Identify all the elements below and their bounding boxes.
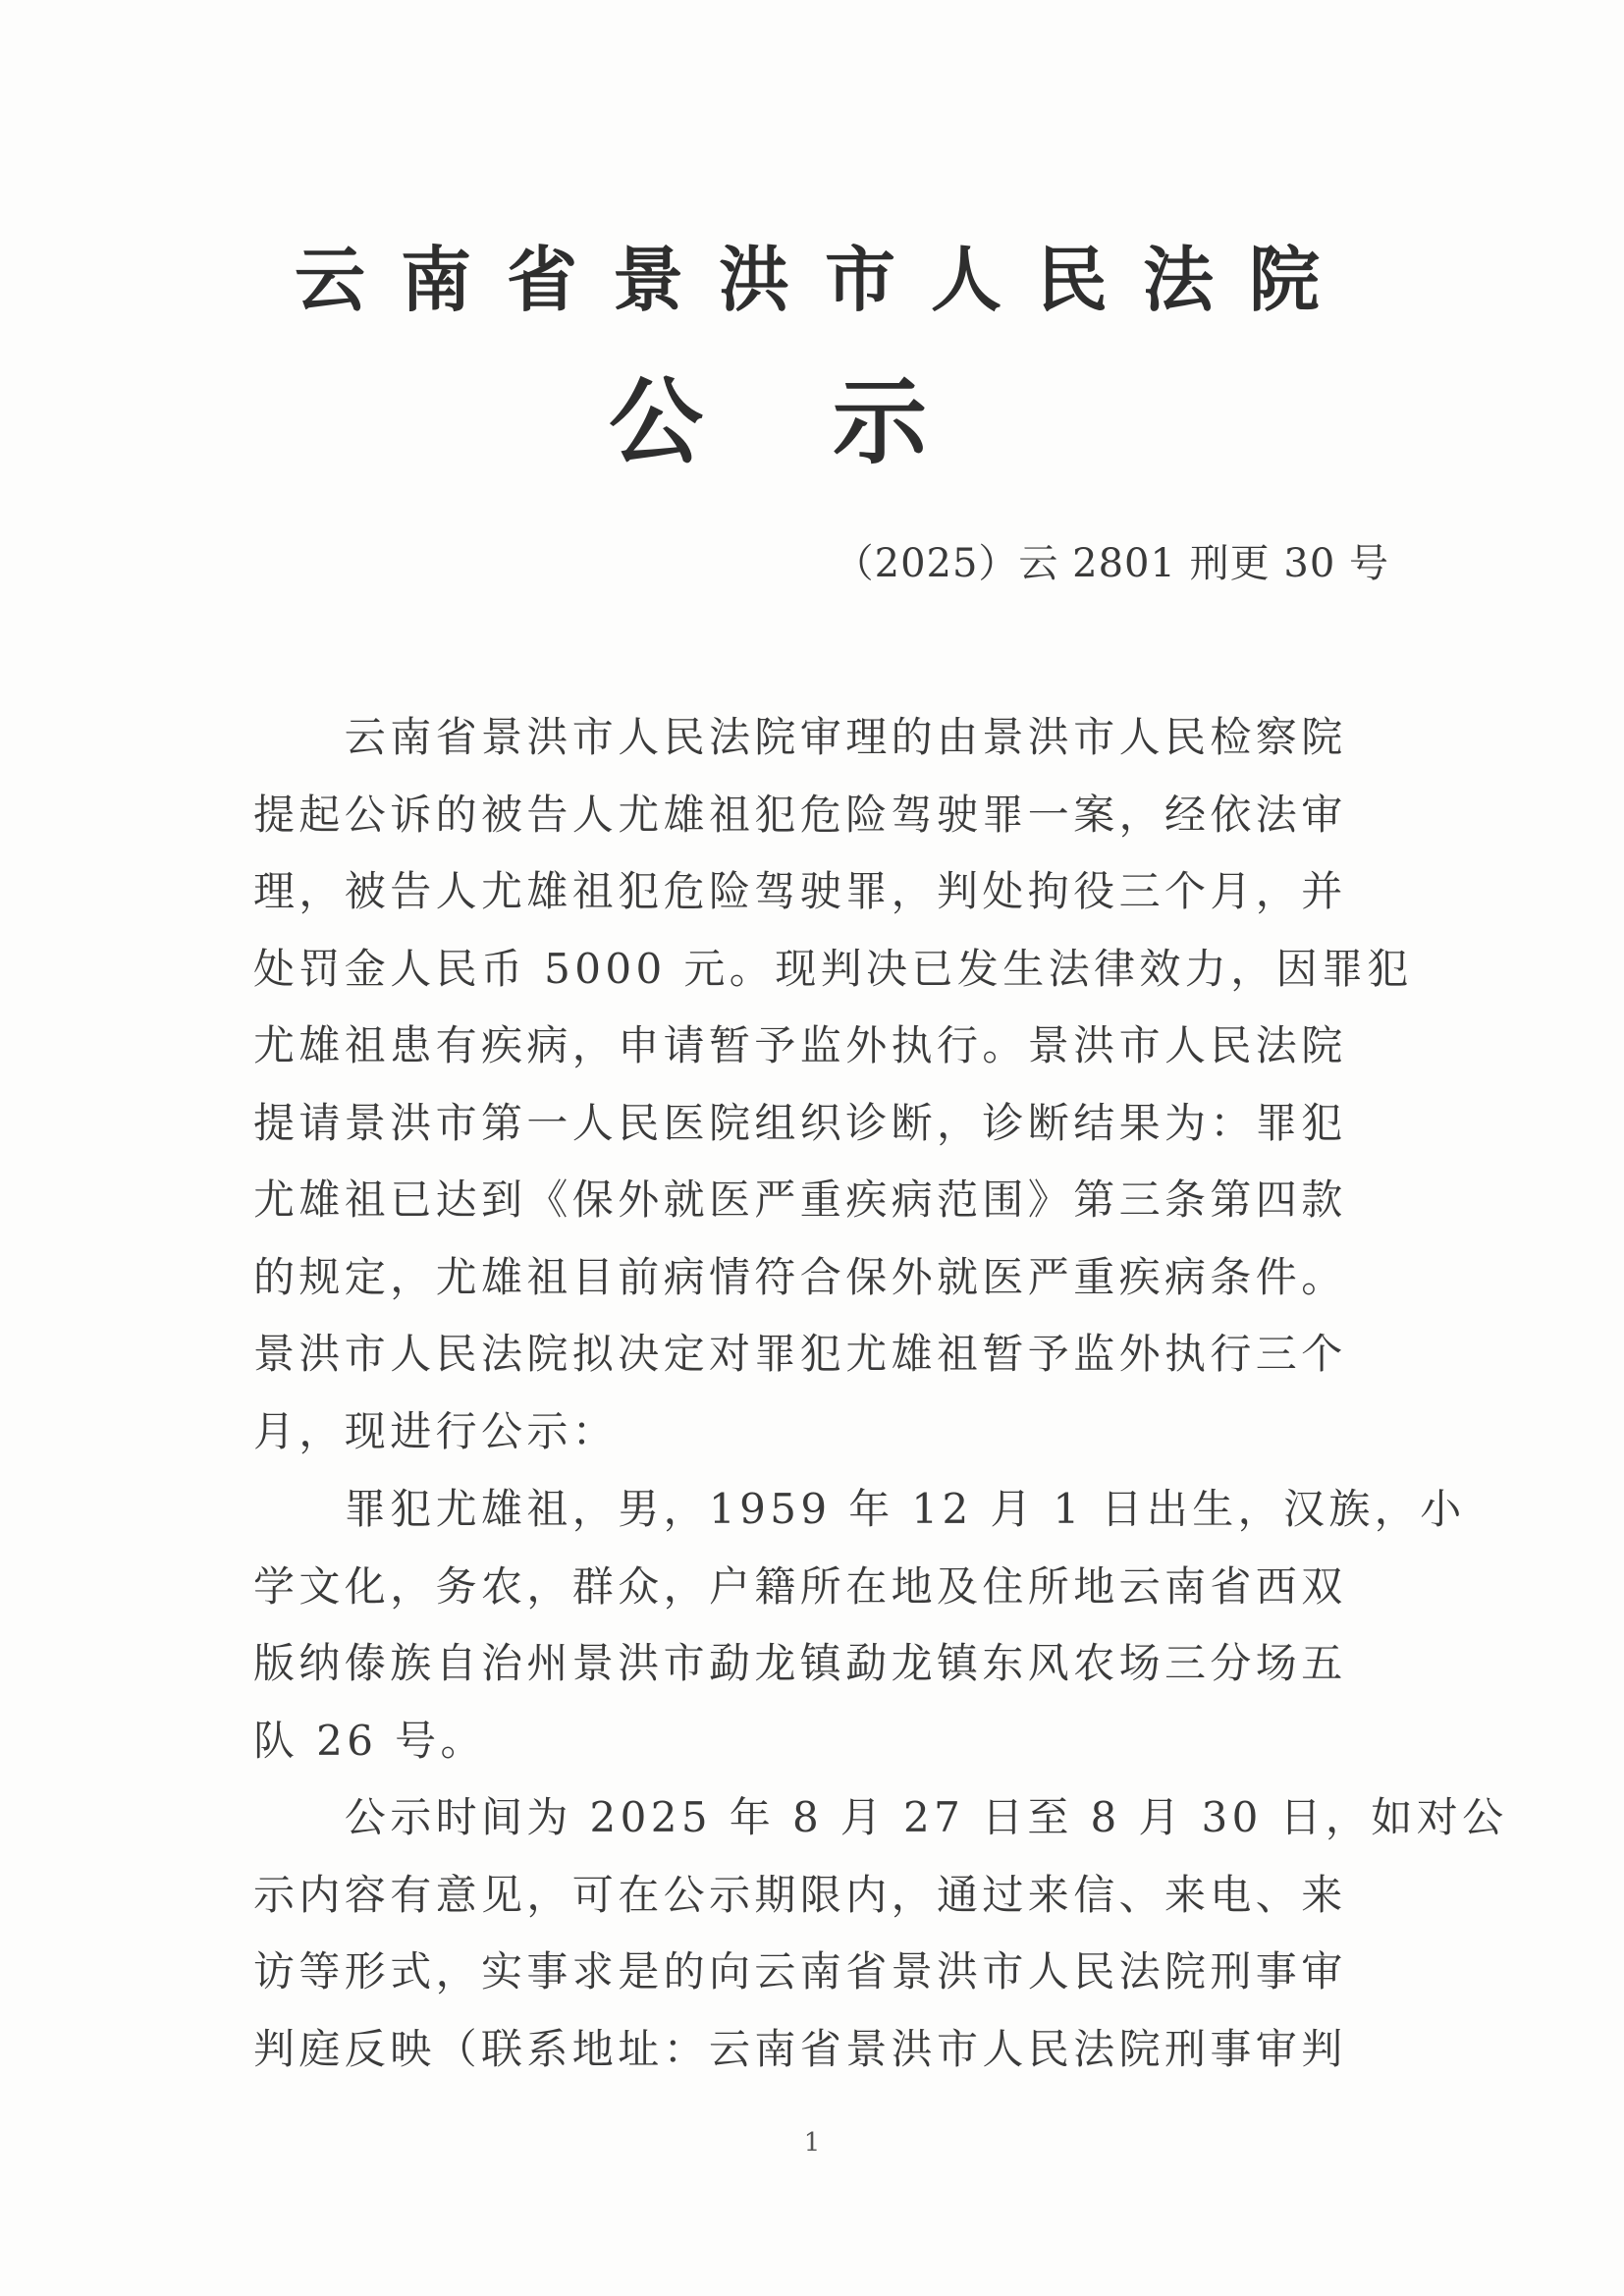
paragraph-line: 云南省景洪市人民法院审理的由景洪市人民检察院 (253, 713, 1347, 761)
paragraph-line: 景洪市人民法院拟决定对罪犯尤雄祖暂予监外执行三个 (253, 1330, 1347, 1378)
paragraph-line: 提请景洪市第一人民医院组织诊断，诊断结果为：罪犯 (253, 1098, 1347, 1147)
paragraph-line: 学文化，务农，群众，户籍所在地及住所地云南省西双 (253, 1561, 1347, 1611)
paragraph-line: 访等形式，实事求是的向云南省景洪市人民法院刑事审 (253, 1947, 1347, 1995)
paragraph-line: 提起公诉的被告人尤雄祖犯危险驾驶罪一案，经依法审 (253, 790, 1347, 839)
paragraph-line: 的规定，尤雄祖目前病情符合保外就医严重疾病条件。 (253, 1252, 1347, 1301)
paragraph-line: 示内容有意见，可在公示期限内，通过来信、来电、来 (253, 1870, 1347, 1919)
paragraph-line: 处罚金人民币 5000 元。现判决已发生法律效力，因罪犯 (253, 944, 1413, 993)
paragraph-line: 尤雄祖患有疾病，申请暂予监外执行。景洪市人民法院 (253, 1021, 1347, 1069)
page-number: 1 (803, 2128, 821, 2158)
court-title: 云南省景洪市人民法院 (295, 238, 1356, 321)
paragraph-3 (253, 1779, 1508, 2088)
paragraph-line: 月，现进行公示： (253, 1406, 619, 1455)
paragraph-line: 尤雄祖已达到《保外就医严重疾病范围》第三条第四款 (253, 1175, 1347, 1224)
paragraph-line: 队 26 号。 (253, 1716, 486, 1765)
paragraph-line: 理，被告人尤雄祖犯危险驾驶罪，判处拘役三个月，并 (253, 867, 1347, 915)
paragraph-2 (253, 1471, 1466, 1779)
paragraph-line: 罪犯尤雄祖，男，1959 年 12 月 1 日出生，汉族，小 (253, 1485, 1466, 1533)
paragraph-1 (253, 699, 1413, 1470)
paragraph-line: 判庭反映（联系地址：云南省景洪市人民法院刑事审判 (253, 2024, 1347, 2073)
paragraph-line: 公示时间为 2025 年 8 月 27 日至 8 月 30 日，如对公 (253, 1793, 1508, 1841)
notice-title: 公示 (609, 366, 1056, 477)
case-number: （2025）云 2801 刑更 30 号 (834, 541, 1389, 586)
paragraph-line: 版纳傣族自治州景洪市勐龙镇勐龙镇东风农场三分场五 (253, 1639, 1347, 1687)
